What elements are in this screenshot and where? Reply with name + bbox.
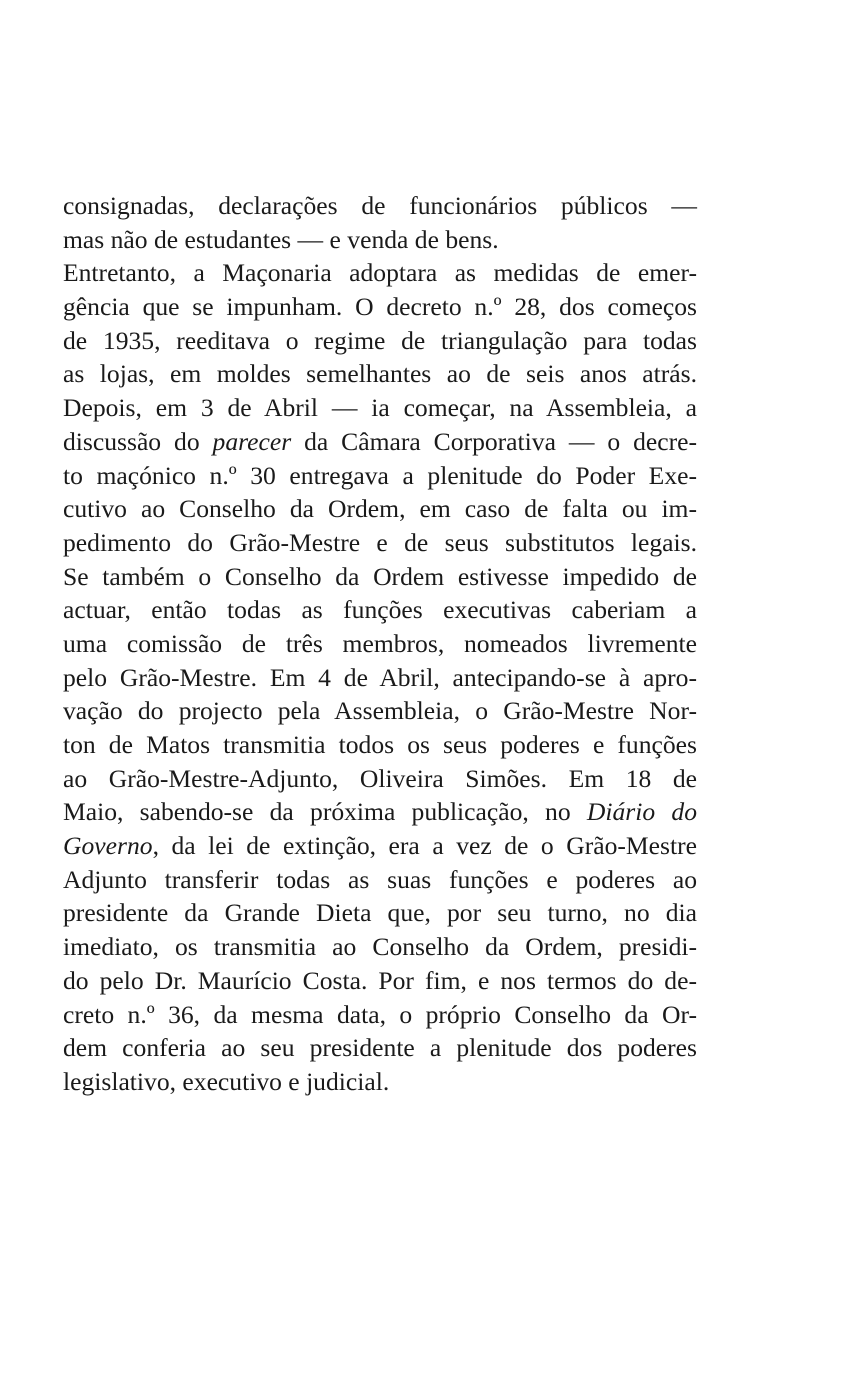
text-line: gência que se impunham. O decreto n.º 28, dos começos <box>63 292 697 322</box>
text-line: imediato, os transmitia ao Conselho da Ordem, presidi- <box>63 932 697 962</box>
text-line: legislativo, executivo e judicial. <box>63 1066 390 1096</box>
italic-term: Diário do <box>586 797 697 827</box>
text-line: cutivo ao Conselho da Ordem, em caso de falta ou im- <box>63 494 697 524</box>
text-line: pelo Grão-Mestre. Em 4 de Abril, antecipando-se à apro- <box>63 662 697 692</box>
italic-term: parecer <box>212 426 292 456</box>
text-run: da Câmara Corporativa — o decre- <box>291 426 697 456</box>
text-line: ao Grão-Mestre-Adjunto, Oliveira Simões. Em 18 de <box>63 763 697 793</box>
text-line: to maçónico n.º 30 entregava a plenitude do Poder Exe- <box>63 460 697 490</box>
text-line: do pelo Dr. Maurício Costa. Por fim, e nos termos do de- <box>63 965 697 995</box>
text-run: , da lei de extinção, era a vez de o Grão-Mestre <box>152 831 697 861</box>
text-line: Se também o Conselho da Ordem estivesse impedido de <box>63 561 697 591</box>
text-line: Adjunto transferir todas as suas funções e poderes ao <box>63 864 697 894</box>
text-line: mas não de estudantes — e venda de bens. <box>63 224 499 254</box>
text-line <box>63 795 697 829</box>
text-line: actuar, então todas as funções executivas caberiam a <box>63 595 697 625</box>
text-run: discussão do <box>63 426 213 456</box>
body-text <box>63 189 697 1099</box>
text-line: de 1935, reeditava o regime de triangulação para todas <box>63 325 697 355</box>
text-line <box>63 829 697 863</box>
text-line: consignadas, declarações de funcionários públicos — <box>63 191 697 220</box>
text-line: uma comissão de três membros, nomeados livremente <box>63 628 697 658</box>
text-line: Entretanto, a Maçonaria adoptara as medidas de emer- <box>63 258 697 288</box>
text-line <box>63 425 697 459</box>
text-line: vação do projecto pela Assembleia, o Grão-Mestre Nor- <box>63 696 697 726</box>
text-line: ton de Matos transmitia todos os seus poderes e funções <box>63 730 697 759</box>
text-line: creto n.º 36, da mesma data, o próprio Conselho da Or- <box>63 999 697 1029</box>
text-line: pedimento do Grão-Mestre e de seus substitutos legais. <box>63 527 697 557</box>
text-line: dem conferia ao seu presidente a plenitude dos poderes <box>63 1033 697 1063</box>
text-line: as lojas, em moldes semelhantes ao de seis anos atrás. <box>63 359 697 389</box>
text-run: Maio, sabendo-se da próxima publicação, no <box>63 797 587 827</box>
text-line: presidente da Grande Dieta que, por seu turno, no dia <box>63 898 697 928</box>
italic-term: Governo <box>63 831 153 861</box>
text-line: Depois, em 3 de Abril — ia começar, na Assembleia, a <box>63 393 697 423</box>
